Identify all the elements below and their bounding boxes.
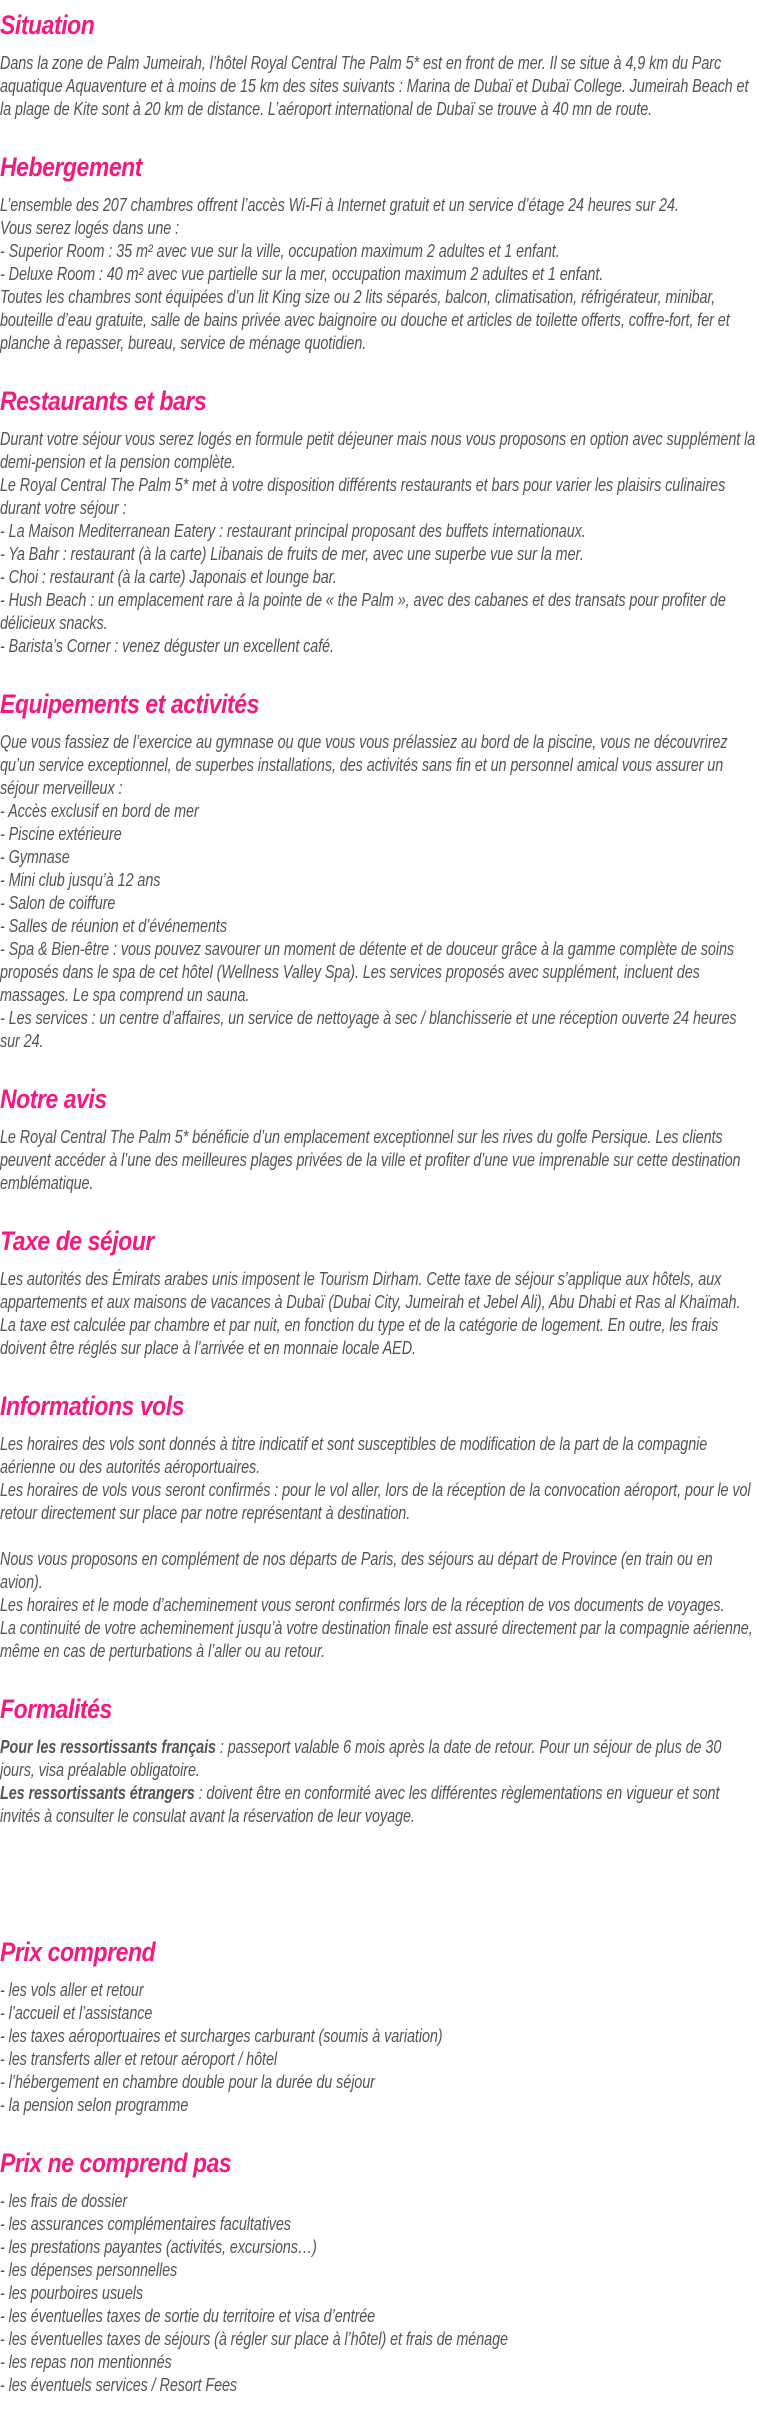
paragraph [0, 1736, 758, 1782]
list-item: - Ya Bahr : restaurant (à la carte) Libanais de fruits de mer, avec une superbe vue sur la mer. [0, 544, 584, 564]
list-item: - Salon de coiffure [0, 893, 116, 913]
section-heading-text: Equipements et activités [0, 689, 259, 719]
section-prix-ne-comprend-pas [0, 2148, 758, 2397]
paragraph: Les horaires de vols vous seront confirmés : pour le vol aller, lors de la réception de la convocation aéroport, pour le vol retour directement sur place par notre représentant à destination. [0, 1480, 751, 1523]
section-informations-vols [0, 1391, 758, 1663]
list-item: - l’accueil et l’assistance [0, 2003, 153, 2023]
section-heading-informations-vols [0, 1391, 758, 1421]
paragraph: Les horaires des vols sont donnés à titre indicatif et sont susceptibles de modification de la part de la compagnie aérienne ou des autorités aéroportuaires. [0, 1434, 708, 1477]
list-item: - l’hébergement en chambre double pour la durée du séjour [0, 2072, 375, 2092]
paragraph: Les horaires et le mode d’acheminement vous seront confirmés lors de la réception de vos documents de voyages. [0, 1595, 725, 1615]
list-item: - les éventuelles taxes de sortie du territoire et visa d’entrée [0, 2306, 376, 2326]
paragraph: Que vous fassiez de l’exercice au gymnase ou que vous vous prélassiez au bord de la piscine, vous ne découvrirez qu’un service exceptionnel, de superbes installations, des activités sans fin et un personnel amical vous assurer un séjour merveilleux : [0, 732, 728, 798]
list-item: - Superior Room : 35 m² avec vue sur la ville, occupation maximum 2 adultes et 1 enfant. [0, 241, 560, 261]
paragraph: La continuité de votre acheminement jusqu’à votre destination finale est assuré directement par la compagnie aérienne, même en cas de perturbations à l’aller ou au retour. [0, 1618, 753, 1661]
list-item: - Choi : restaurant (à la carte) Japonais et lounge bar. [0, 567, 337, 587]
list-item: - les frais de dossier [0, 2191, 128, 2211]
paragraph [0, 1782, 758, 1828]
list-item: - Mini club jusqu’à 12 ans [0, 870, 161, 890]
paragraph: Vous serez logés dans une : [0, 218, 180, 238]
section-hebergement [0, 152, 758, 355]
list-item: - Gymnase [0, 847, 70, 867]
paragraph: Durant votre séjour vous serez logés en formule petit déjeuner mais nous vous proposons en option avec supplément la demi-pension et la pension complète. [0, 429, 756, 472]
paragraph: Les autorités des Émirats arabes unis imposent le Tourism Dirham. Cette taxe de séjour s’applique aux hôtels, aux appartements et aux maisons de vacances à Dubaï (Dubai City, Jumeirah et Jebel Ali), Abu Dhabi et Ras al Khaïmah. La taxe est calculée par chambre et par nuit, en fonction du type et de la catégorie de logement. En outre, les frais doivent être réglés sur place à l’arrivée et en monnaie locale AED. [0, 1269, 741, 1358]
list-item: - Barista’s Corner : venez déguster un excellent café. [0, 636, 334, 656]
section-heading-text: Hebergement [0, 152, 142, 182]
paragraph-lead-bold: Pour les ressortissants français [0, 1737, 216, 1757]
list-item: - les éventuelles taxes de séjours (à régler sur place à l’hôtel) et frais de ménage [0, 2329, 508, 2349]
paragraph: L’ensemble des 207 chambres offrent l’accès Wi-Fi à Internet gratuit et un service d’étage 24 heures sur 24. [0, 195, 679, 215]
list-item: - Spa & Bien-être : vous pouvez savourer un moment de détente et de douceur grâce à la gamme complète de soins proposés dans le spa de cet hôtel (Wellness Valley Spa). Les services proposés avec supplément, incluent des massages. Le spa comprend un sauna. [0, 939, 735, 1005]
list-item: - les prestations payantes (activités, excursions…) [0, 2237, 317, 2257]
list-item: - Les services : un centre d’affaires, un service de nettoyage à sec / blanchisserie et une réception ouverte 24 heures sur 24. [0, 1008, 737, 1051]
section-heading-text: Informations vols [0, 1391, 185, 1421]
paragraph-rest: : doivent être en conformité avec les différentes règlementations en vigueur et sont invités à consulter le consulat avant la réservation de leur voyage. [0, 1783, 720, 1826]
spacer [0, 1828, 758, 1906]
list-item: - Deluxe Room : 40 m² avec vue partielle sur la mer, occupation maximum 2 adultes et 1 enfant. [0, 264, 604, 284]
section-restaurants-et-bars [0, 386, 758, 658]
section-heading-notre-avis [0, 1084, 758, 1114]
section-equipements-et-activites [0, 689, 758, 1053]
paragraph-lead-bold: Les ressortissants étrangers [0, 1783, 195, 1803]
section-taxe-de-sejour [0, 1226, 758, 1360]
section-heading-restaurants [0, 386, 758, 416]
paragraph: Le Royal Central The Palm 5* met à votre disposition différents restaurants et bars pour varier les plaisirs culinaires durant votre séjour : [0, 475, 726, 518]
section-heading-prix-comprend [0, 1937, 758, 1967]
list-item: - Piscine extérieure [0, 824, 122, 844]
section-heading-situation [0, 10, 758, 40]
list-item: - les dépenses personnelles [0, 2260, 178, 2280]
section-heading-text: Restaurants et bars [0, 386, 207, 416]
paragraph: Dans la zone de Palm Jumeirah, l’hôtel Royal Central The Palm 5* est en front de mer. Il se situe à 4,9 km du Parc aquatique Aquaventure et à moins de 15 km des sites suivants : Marina de Dubaï et Dubaï College. Jumeirah Beach et la plage de Kite sont à 20 km de distance. L’aéroport international de Dubaï se trouve à 40 mn de route. [0, 53, 749, 119]
section-heading-taxe-de-sejour [0, 1226, 758, 1256]
section-formalites [0, 1694, 758, 1828]
list-item: - Accès exclusif en bord de mer [0, 801, 199, 821]
paragraph: Nous vous proposons en complément de nos départs de Paris, des séjours au départ de Province (en train ou en avion). [0, 1549, 713, 1592]
section-heading-text: Taxe de séjour [0, 1226, 154, 1256]
list-item: - les taxes aéroportuaires et surcharges carburant (soumis à variation) [0, 2026, 443, 2046]
spacer [0, 1525, 758, 1548]
list-item: - les éventuels services / Resort Fees [0, 2375, 238, 2395]
section-heading-text: Prix ne comprend pas [0, 2148, 232, 2178]
section-heading-equipements [0, 689, 758, 719]
list-item: - les vols aller et retour [0, 1980, 144, 2000]
paragraph: Toutes les chambres sont équipées d’un lit King size ou 2 lits séparés, balcon, climatisation, réfrigérateur, minibar, bouteille d’eau gratuite, salle de bains privée avec baignoire ou douche et articles de toilette offerts, coffre-fort, fer et planche à repasser, bureau, service de ménage quotidien. [0, 287, 730, 353]
list-item: - les assurances complémentaires facultatives [0, 2214, 291, 2234]
list-item: - les pourboires usuels [0, 2283, 144, 2303]
section-heading-text: Situation [0, 10, 95, 40]
section-situation [0, 10, 758, 121]
section-heading-text: Formalités [0, 1694, 112, 1724]
paragraph-rest: : passeport valable 6 mois après la date de retour. Pour un séjour de plus de 30 jours, visa préalable obligatoire. [0, 1737, 722, 1780]
list-item: - la pension selon programme [0, 2095, 189, 2115]
list-item: - les transferts aller et retour aéroport / hôtel [0, 2049, 278, 2069]
paragraph: Le Royal Central The Palm 5* bénéficie d’un emplacement exceptionnel sur les rives du golfe Persique. Les clients peuvent accéder à l’une des meilleures plages privées de la ville et profiter d’une vue imprenable sur cette destination emblématique. [0, 1127, 741, 1193]
list-item: - Hush Beach : un emplacement rare à la pointe de « the Palm », avec des cabanes et des transats pour profiter de délicieux snacks. [0, 590, 726, 633]
section-prix-comprend [0, 1937, 758, 2117]
section-heading-formalites [0, 1694, 758, 1724]
list-item: - Salles de réunion et d’événements [0, 916, 227, 936]
section-heading-hebergement [0, 152, 758, 182]
section-heading-text: Notre avis [0, 1084, 107, 1114]
section-heading-text: Prix comprend [0, 1937, 156, 1967]
list-item: - La Maison Mediterranean Eatery : restaurant principal proposant des buffets internationaux. [0, 521, 586, 541]
list-item: - les repas non mentionnés [0, 2352, 172, 2372]
section-heading-prix-ne-comprend-pas [0, 2148, 758, 2178]
section-notre-avis [0, 1084, 758, 1195]
